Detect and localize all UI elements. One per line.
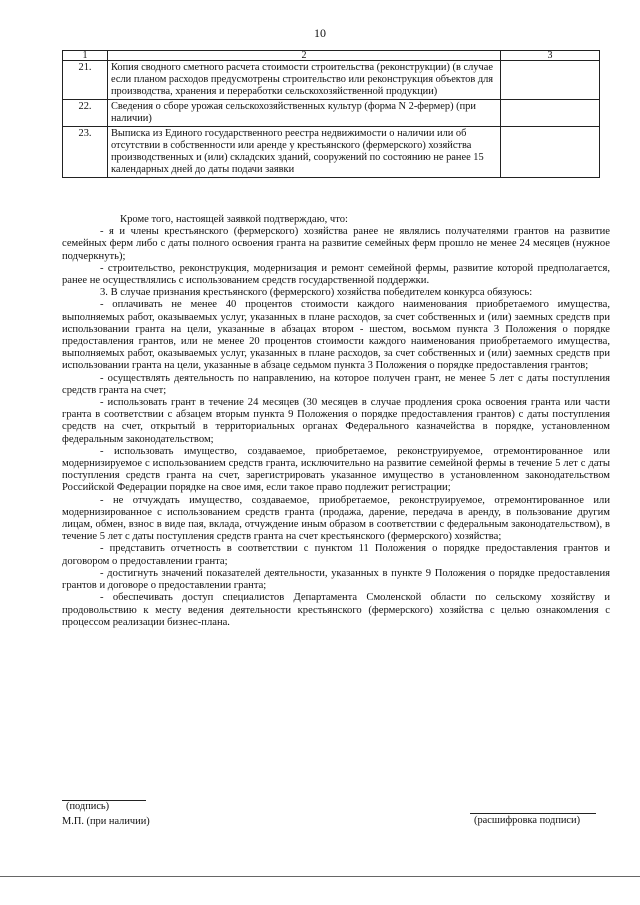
table-row <box>63 61 600 100</box>
row-number: 21. <box>63 61 108 100</box>
paragraph-confirm-1: - я и члены крестьянского (фермерского) хозяйства ранее не являлись получателями грантов на развитие семейных ферм либо с даты полного освоения гранта на развитие семейных ферм прошло не менее 24 месяцев (нужное подчеркнуть); <box>62 226 610 262</box>
row-empty-cell <box>501 127 600 178</box>
signature-decode-line <box>470 813 596 814</box>
row-empty-cell <box>501 61 600 100</box>
documents-table <box>62 50 600 178</box>
paragraph-intro: Кроме того, настоящей заявкой подтверждаю, что: <box>120 214 348 225</box>
signature-label: (подпись) <box>66 801 110 812</box>
paragraph-obligation-indicators: - достигнуть значений показателей деятельности, указанных в пункте 9 Положения о порядке предоставления грантов и договоре о предоставлении гранта; <box>62 567 610 592</box>
table-row <box>63 100 600 127</box>
row-number: 23. <box>63 127 108 178</box>
table-row <box>63 127 600 178</box>
page-number: 10 <box>314 26 326 40</box>
paragraph-obligation-access: - обеспечивать доступ специалистов Департамента Смоленской области по сельскому хозяйству и продовольствию к месту ведения деятельности крестьянского (фермерского) хозяйства с целью ознакомления с процессом реализации бизнес-плана. <box>62 592 610 628</box>
paragraph-obligation-use-grant: - использовать грант в течение 24 месяцев (30 месяцев в случае продления срока освоения гранта или части гранта в соответствии с абзацем вторым пункта 9 Положения о порядке предоставления грантов) с даты поступления средств на счет, открытый в территориальных органах Федерального казначейства в порядке, установленном федеральным законодательством; <box>62 397 610 445</box>
row-number: 22. <box>63 100 108 127</box>
paragraph-confirm-2: - строительство, реконструкция, модернизация и ремонт семейной фермы, развитие которой предполагается, ранее не осуществлялись с использованием средств государственной поддержки. <box>62 262 610 287</box>
paragraph-section-3: 3. В случае признания крестьянского (фермерского) хозяйства победителем конкурса обязуюсь: <box>100 287 533 299</box>
paragraph-obligation-pay: - оплачивать не менее 40 процентов стоимости каждого наименования приобретаемого имущества, выполняемых работ, оказываемых услуг, указанных в плане расходов, за счет собственных и (или) заемных средств при использовании гранта на цели, указанные в абзацах втором - шестом, восьмом пункта 3 Положения о порядке предоставления грантов, или не менее 20 процентов стоимости каждого наименования приобретаемого имущества, выполняемых работ, оказываемых услуг, указанных в плане расходов, за счет собственных и (или) заемных средств при использовании гранта на цели, указанные в абзаце седьмом пункта 3 Положения о порядке предоставления грантов; <box>62 299 610 372</box>
paragraph-obligation-use-property: - использовать имущество, создаваемое, приобретаемое, реконструируемое, отремонтированное или модернизируемое с использованием средств гранта, исключительно на развитие семейной фермы в течение 5 лет с даты поступления средств гранта на счет, зарегистрировать указанное имущество в установленном законодательством Российской Федерации порядке на свое имя, если такое право подлежит регистрации; <box>62 445 610 494</box>
row-text: Выписка из Единого государственного реестра недвижимости о наличии или об отсутствии в собственности или аренде у крестьянского (фермерского) хозяйства производственных и (или) складских зданий, сооружений по состоянию не ранее 15 календарных дней до даты подачи заявки <box>108 127 501 178</box>
page-bottom-rule <box>0 876 640 877</box>
row-text: Копия сводного сметного расчета стоимости строительства (реконструкции) (в случае если планом расходов предусмотрены строительство или реконструкция объектов для производства, хранения и переработки сельскохозяйственной продукции) <box>108 61 501 100</box>
table-header-col-1: 1 <box>63 51 108 61</box>
paragraph-obligation-activity: - осуществлять деятельность по направлению, на которое получен грант, не менее 5 лет с даты поступления средств гранта на счет; <box>62 372 610 396</box>
table-header-row <box>63 51 600 61</box>
stamp-label: М.П. (при наличии) <box>62 816 150 827</box>
table-header-col-2: 2 <box>108 51 501 61</box>
paragraph-obligation-no-alienation: - не отчуждать имущество, создаваемое, приобретаемое, реконструируемое, отремонтированное или модернизированное с использованием средств гранта (продажа, дарение, передача в аренду, в пользование другим лицам, обмен, взнос в виде пая, вклада, отчуждение иным образом в соответствии с федеральным законодательством), в течение 5 лет с даты поступления средств гранта на счет крестьянского (фермерского) хозяйства; <box>62 494 610 543</box>
paragraph-obligation-reporting: - представить отчетность в соответствии с пунктом 11 Положения о порядке предоставления грантов и договором о предоставлении гранта; <box>62 543 610 567</box>
document-body <box>62 214 610 629</box>
table-header-col-3: 3 <box>501 51 600 61</box>
row-empty-cell <box>501 100 600 127</box>
signature-decode-label: (расшифровка подписи) <box>474 815 581 826</box>
row-text: Сведения о сборе урожая сельскохозяйственных культур (форма N 2-фермер) (при наличии) <box>108 100 501 127</box>
